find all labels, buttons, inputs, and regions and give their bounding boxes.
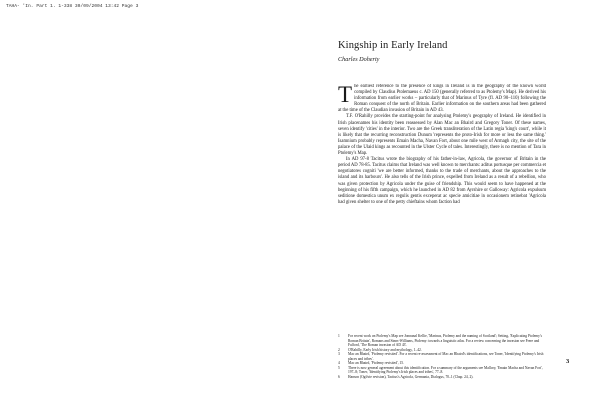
footnotes: [338, 334, 546, 382]
print-slug: TAHA- 'In. Part 1. 1-338 30/09/2004 13:42 Page 3: [6, 4, 139, 9]
chapter-author: Charles Doherty: [338, 56, 380, 63]
footnote: [338, 334, 546, 348]
footnote-text: O'Rahilly, Early Irish history and mythology, 1–42.: [348, 347, 422, 352]
footnote-text: For recent work on Ptolemy's Map see Jonnanal Kellie, 'Marinus, Ptolemy and the naming of Scotland'; Setting, 'Explicating Ptolemy's Roman Britain', Romans and Sinns-Williams, Ptolemy: towards a linguistic atlas. For a review concerning the invasion see Frere and Fulford, 'The Roman invasion of AD 43'.: [348, 334, 542, 348]
footnote-number: 3: [338, 352, 340, 357]
footnote-number: 4: [338, 361, 340, 366]
footnote-text: Hanson (Ogilvie revision), Tacitus's Agricola, Germania, Dialogus, 70–1 (Chap. 24, 2).: [348, 374, 474, 379]
body-text: [338, 84, 546, 332]
page-number: 3: [566, 358, 570, 365]
drop-cap: T: [338, 84, 353, 107]
footnote-text: Mac an Bhaird, 'Ptolemy revisited'. For a recent re-assessment of Mac an Bhaird's identifications, see Toner, 'Identifying Ptolemy's Irish places and tribes'.: [348, 352, 544, 361]
footnote-number: 1: [338, 334, 340, 338]
footnote: [338, 366, 546, 375]
paragraph-1-text: he earliest reference to the presence of kings in Ireland is in the geography of the known world compiled by Claudius Ptolemaeus c. AD 150 (generally referred to as Ptolemy's Map). He derived his information from earlier works – particularly that of Marinus of Tyre (fl. AD 90–110) following the Roman conquest of the north of Britain. Earlier information on the southern areas had been gathered at the time of the Claudian invasion of Britain in AD 43.: [338, 84, 546, 114]
footnote-text: There is now general agreement about this identification. For a summary of the arguments see Mallory, 'Emain Macha and Navan Fort', 197–8; Toner, 'Identifying Ptolemy's Irish places and tribes', 77–8.: [348, 365, 543, 375]
footnote-text: Mac an Bhaird, 'Ptolemy revisited', 15.: [348, 361, 404, 366]
paragraph-1: [338, 84, 546, 114]
chapter-title: Kingship in Early Ireland: [338, 40, 448, 51]
paragraph-3: In AD 97-8 Tacitus wrote the biography of his father-in-law, Agricola, the governor of Britain in the period AD 78-85. Tacitus claims that Ireland was well known to merchants: aditus portusque per commercia et negotiatores cogniti 'we are better informed, thanks to the trade of merchants, about the approaches to the island and its harbours'. He also tells of the Irish prince, expelled from Ireland as a result of a rebellion, who was given protection by Agricola under the guise of friendship. This would seem to have happened at the beginning of his fifth campaign, which he launched in AD 82 from Ayrshire or Galloway: Agricola expulsum seditione domestica unum ex regulis gentis exceperat ac specie amicitiae in occasionem retinebat 'Agricola had given shelter to one of the petty chieftains whom faction had: [338, 157, 546, 205]
footnote-number: 6: [338, 374, 340, 379]
paragraph-2: T.F. O'Rahilly provides the starting-point for analysing Ptolemy's geography of Ireland. He identified in Irish placenames his identity been reassessed by Alan Mac an Bhaird and Gregory Toner. Of these names, seven identify 'cities' in the interior. Two are the Greek transliteration of the Latin regia 'king's court', while it is likely that the recurring reconstruction Dunum 'represents the proto-Irish for more or less the same thing.' Isamnium probably represents Emain Macha, Navan Fort, about one mile west of Armagh city, the site of the palace of the Ulaid kings as recounted in the Ulster Cycle of tales. Interestingly, there is no mention of Tara in Ptolemy's Map.: [338, 114, 546, 157]
footnote: [338, 352, 546, 361]
footnote-number: 5: [338, 365, 340, 370]
footnote: [338, 375, 546, 380]
footnote-number: 2: [338, 347, 340, 352]
